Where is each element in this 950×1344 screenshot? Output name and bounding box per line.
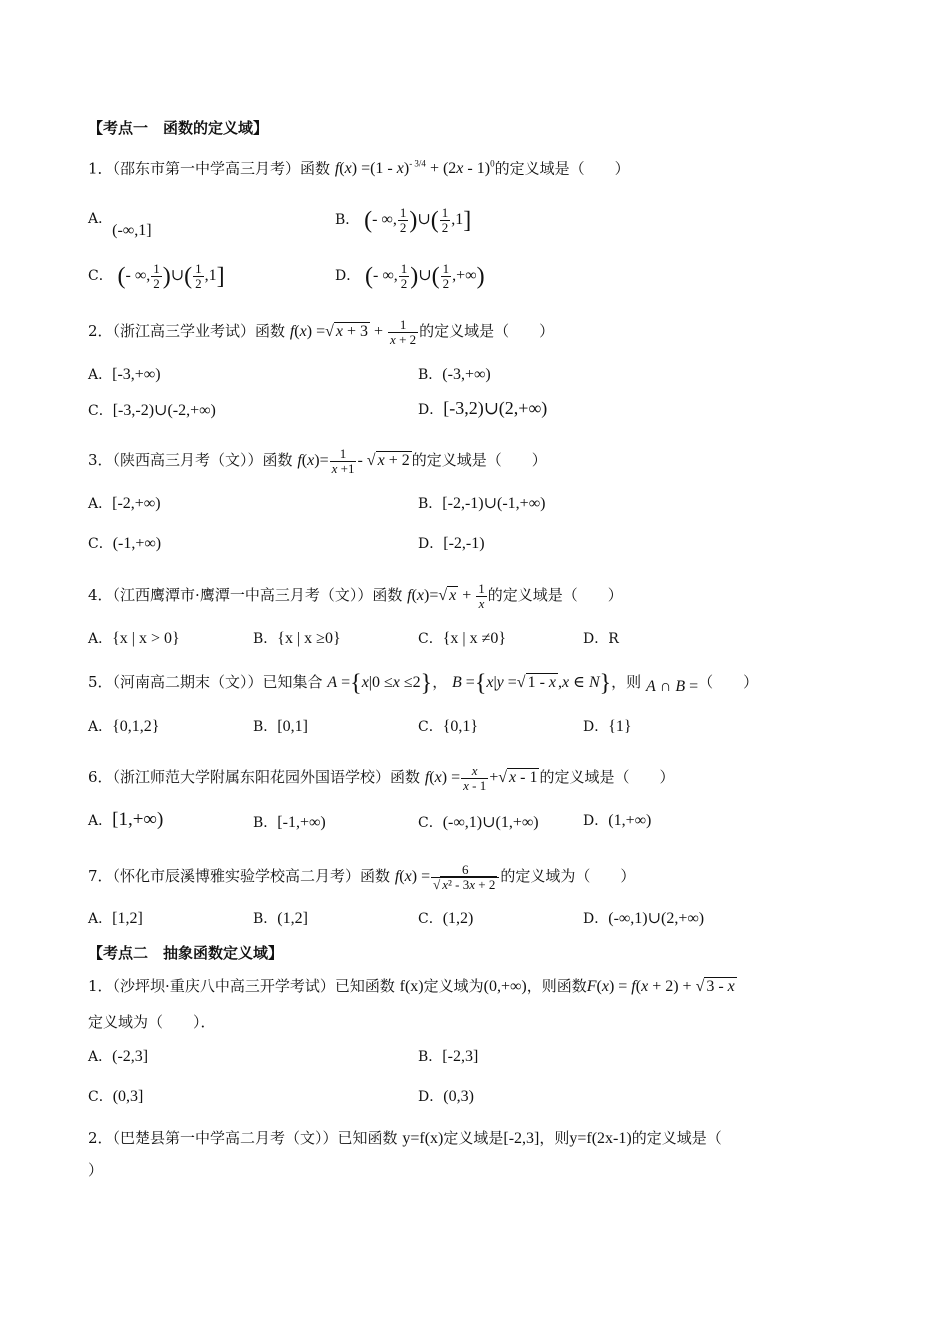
- option-c[interactable]: C．(0,3]: [88, 1088, 144, 1105]
- option-c[interactable]: C．{0,1}: [418, 718, 479, 735]
- question-1-7: 7．（怀化市辰溪博雅实验学校高二月考）函数 f(x) = $\frac{6}{\text{√ x² - 3x + 2}}$ 的定义域为（ ）: [88, 862, 636, 892]
- set-a: A ={x|0 ≤x ≤2}: [327, 670, 433, 697]
- question-1-2: 2．（浙江高三学业考试）函数 f(x) =√ x + 3 + $\frac{1}{x + 2}$ 的定义域是（ ）: [88, 317, 555, 347]
- question-2-2-line2: ）: [88, 1161, 104, 1179]
- question-2-1-line2: 定义域为（ ）．: [88, 1013, 216, 1031]
- option-c[interactable]: C．(-1,+∞): [88, 535, 162, 552]
- question-2-2: 2．（巴楚县第一中学高二月考（文））已知函数 y=f(x)定义域是[-2,3]，则y=f(2x-1)的定义域是（: [88, 1129, 722, 1147]
- option-c[interactable]: C．(-∞,1)∪(1,+∞): [418, 814, 539, 831]
- option-a[interactable]: A．[-3,+∞): [88, 366, 161, 383]
- option-c[interactable]: C．{x | x ≠0}: [418, 630, 507, 647]
- option-b-value: (- ∞, $\frac{1}{2}$ )∪( $\frac{1}{2}$ ,1]: [364, 205, 472, 235]
- option-b[interactable]: B．[-2,-1)∪(-1,+∞): [418, 495, 546, 512]
- question-1-4: 4．（江西鹰潭市·鹰潭一中高三月考（文））函数 f(x)=√ x + $\frac{1}{x}$ 的定义域是（ ）: [88, 581, 623, 611]
- section2-title: 【考点二 抽象函数定义域】: [88, 944, 284, 962]
- option-b[interactable]: B．[-2,3]: [418, 1048, 479, 1065]
- option-d[interactable]: D． (- ∞, $\frac{1}{2}$ )∪( $\frac{1}{2}$ ,+∞): [335, 261, 485, 291]
- option-b[interactable]: B．[-1,+∞): [253, 814, 326, 831]
- option-d[interactable]: D．(-∞,1)∪(2,+∞): [583, 910, 705, 927]
- function-formula: f(x)=√ x + $\frac{1}{x}$: [407, 581, 485, 611]
- question-tail: 的定义域是（ ）: [494, 159, 630, 178]
- section1-title: 【考点一 函数的定义域】: [88, 119, 269, 137]
- option-c[interactable]: C． (- ∞, $\frac{1}{2}$ )∪( $\frac{1}{2}$ ,1]: [88, 261, 225, 291]
- option-b[interactable]: B．{x | x ≥0}: [253, 630, 341, 647]
- function-formula: f(x) = $\frac{6}{\text{√ x² - 3x + 2}}$: [395, 868, 501, 885]
- question-number: 1．: [88, 159, 113, 178]
- function-formula: F(x) = f(x + 2) + √ 3 - x: [586, 978, 735, 995]
- option-d[interactable]: D．(0,3): [418, 1088, 474, 1105]
- option-d[interactable]: D．[-3,2)∪(2,+∞): [418, 398, 548, 418]
- option-a[interactable]: A．[1,2]: [88, 910, 143, 927]
- option-b[interactable]: B．(1,2]: [253, 910, 308, 927]
- option-d[interactable]: D．{1}: [583, 718, 632, 735]
- option-a[interactable]: A．{x | x > 0}: [88, 630, 180, 647]
- option-a[interactable]: A．{0,1,2}: [88, 718, 160, 735]
- function-formula: f(x) =√ x + 3 + $\frac{1}{x + 2}$: [289, 317, 417, 347]
- option-b[interactable]: B．(-3,+∞): [418, 366, 491, 383]
- option-a[interactable]: A．(-∞,1]: [88, 211, 152, 239]
- intersection-expr: A ∩ B =: [645, 678, 699, 695]
- option-d[interactable]: D．(1,+∞): [583, 812, 652, 829]
- option-a[interactable]: A．[-2,+∞): [88, 495, 161, 512]
- option-c-value: (- ∞, $\frac{1}{2}$ )∪( $\frac{1}{2}$ ,1]: [117, 261, 225, 291]
- function-formula: f(x) = $\frac{x}{x - 1}$ +√ x - 1: [424, 763, 538, 793]
- function-formula: f(x)= $\frac{1}{x +1}$ - √ x + 2: [297, 446, 410, 476]
- question-1-3: 3．（陕西高三月考（文））函数 f(x)= $\frac{1}{x +1}$ - √ x + 2 的定义域是（ ）: [88, 446, 547, 476]
- set-b: B ={x|y =√ 1 - x ,x ∈ N}: [452, 670, 612, 697]
- option-c[interactable]: C．[-3,-2)∪(-2,+∞): [88, 402, 216, 419]
- option-a[interactable]: A．(-2,3]: [88, 1048, 149, 1065]
- option-a[interactable]: A．[1,+∞): [88, 809, 164, 830]
- question-1-1: [88, 154, 630, 179]
- option-c[interactable]: C．(1,2): [418, 910, 474, 927]
- function-formula: f(x) =(1 - x)$^{- 3/4}$ + (2x - 1)$^0$: [334, 159, 495, 178]
- option-b[interactable]: B．[0,1]: [253, 718, 308, 735]
- question-text: （邵东市第一中学高三月考）函数: [112, 159, 331, 178]
- option-d[interactable]: D．[-2,-1): [418, 535, 485, 552]
- option-a-value: (-∞,1]: [112, 222, 152, 239]
- option-d[interactable]: D．R: [583, 631, 619, 647]
- option-b[interactable]: B． (- ∞, $\frac{1}{2}$ )∪( $\frac{1}{2}$ ,1]: [335, 205, 472, 235]
- question-2-1: 1．（沙坪坝·重庆八中高三开学考试）已知函数 f(x)定义域为(0,+∞)，则函数F(x) = f(x + 2) + √ 3 - x: [88, 977, 735, 995]
- question-1-5: 5．（河南高二期末（文））已知集合 A ={x|0 ≤x ≤2}， B ={x|y =√ 1 - x ,x ∈ N}，则 A ∩ B =（ ）: [88, 670, 759, 697]
- option-d-value: (- ∞, $\frac{1}{2}$ )∪( $\frac{1}{2}$ ,+∞): [365, 261, 485, 291]
- question-1-6: 6．（浙江师范大学附属东阳花园外国语学校）函数 f(x) = $\frac{x}{x - 1}$ +√ x - 1 的定义域是（ ）: [88, 763, 675, 793]
